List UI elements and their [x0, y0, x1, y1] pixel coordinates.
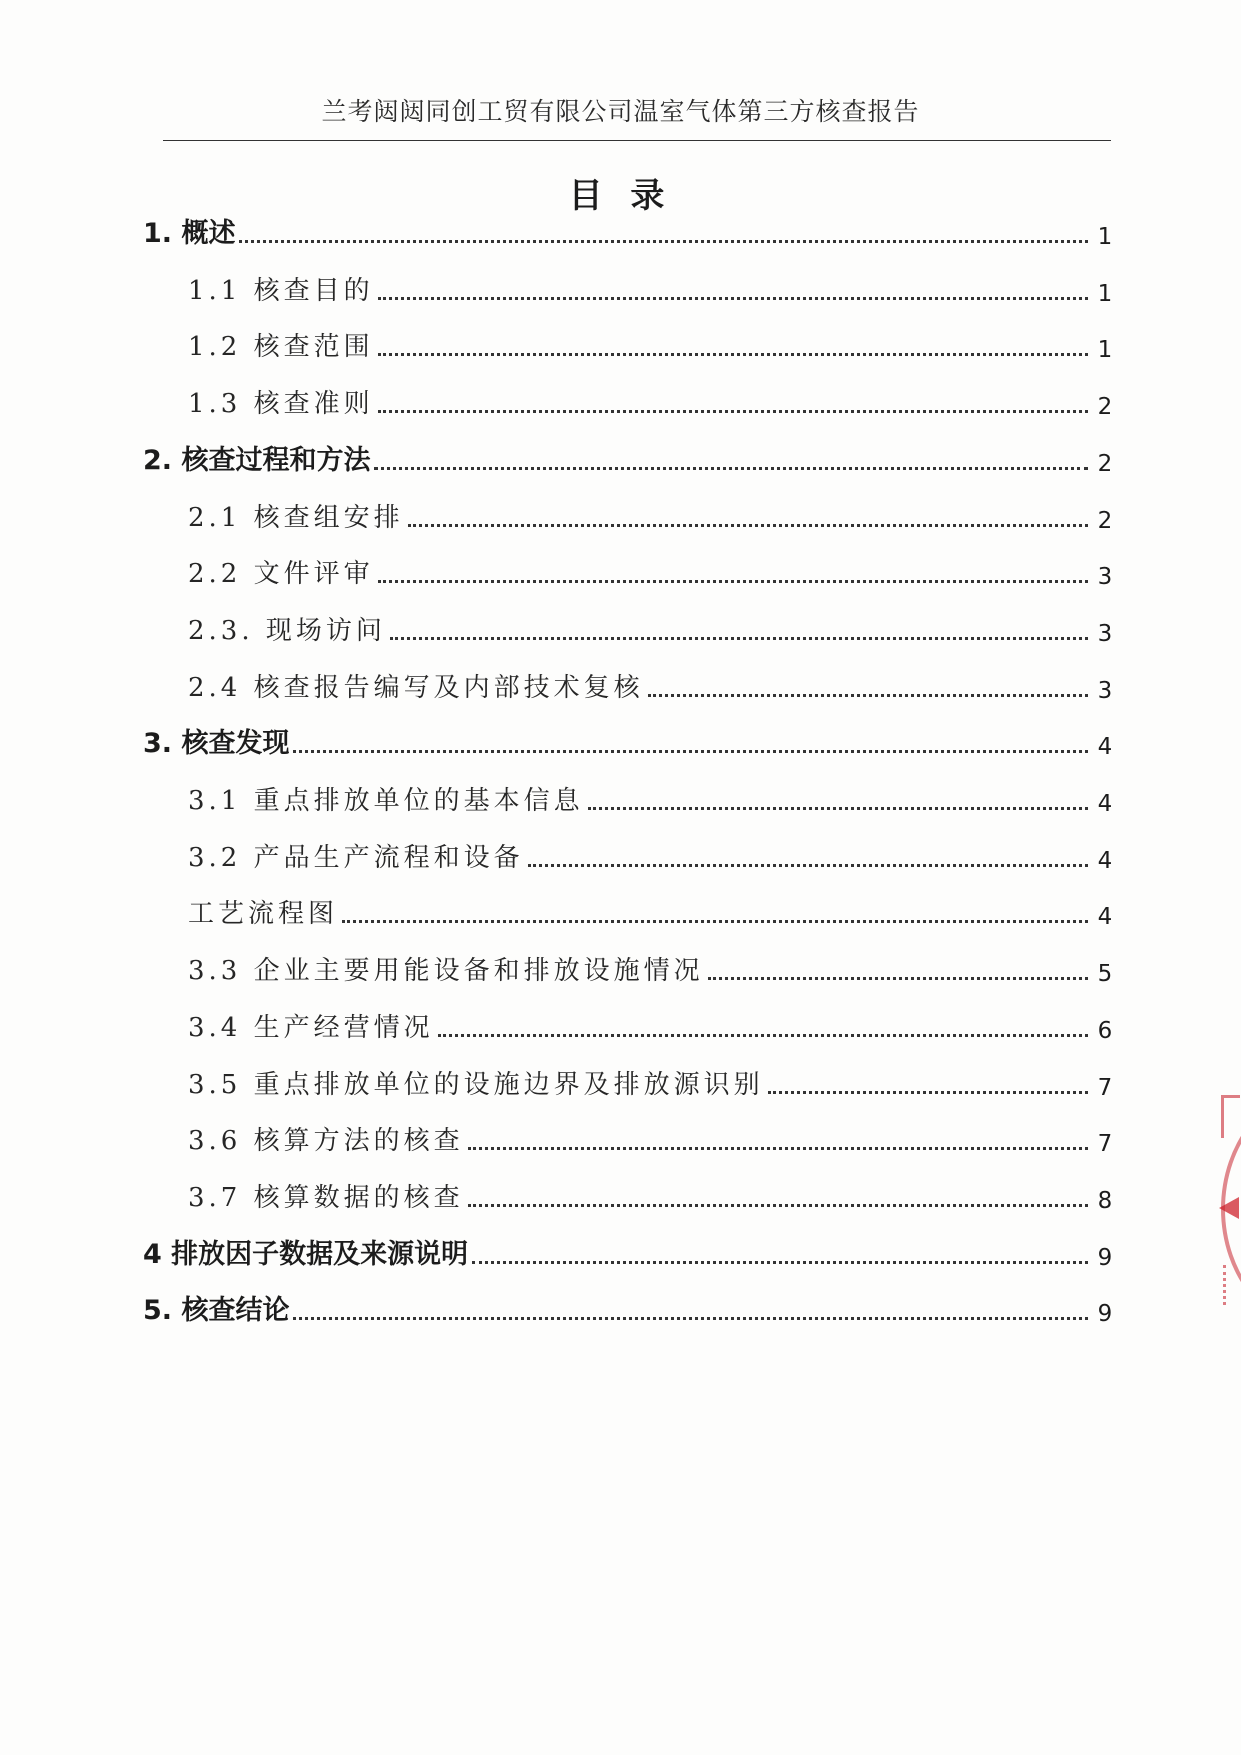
toc-leader-dots	[528, 864, 1088, 867]
toc-entry-label: 2.2 文件评审	[188, 559, 374, 590]
toc-entry[interactable]	[0, 886, 1241, 930]
toc-entry-page-number: 4	[1097, 847, 1113, 874]
toc-leader-dots	[588, 807, 1088, 810]
toc-entry-page-number: 4	[1097, 791, 1113, 817]
toc-entry-page-number: 2	[1097, 450, 1113, 477]
toc-entry-label: 2.3. 现场访问	[188, 615, 386, 646]
toc-entry[interactable]	[0, 830, 1241, 874]
toc-entry[interactable]	[0, 1227, 1241, 1271]
toc-entry-label: 1.1 核查目的	[188, 275, 374, 306]
toc-leader-dots	[472, 1261, 1088, 1264]
toc-entry-label: 3.3 企业主要用能设备和排放设施情况	[188, 956, 704, 987]
toc-entry-label: 3. 核查发现	[143, 728, 290, 760]
toc-entry-page-number: 3	[1097, 564, 1113, 591]
toc-entry[interactable]	[0, 490, 1241, 534]
toc-entry-page-number: 4	[1097, 904, 1113, 931]
toc-entry-page-number: 5	[1097, 961, 1113, 988]
toc-entry-page-number: 3	[1097, 677, 1113, 704]
toc-leader-dots	[468, 1204, 1088, 1207]
toc-entry[interactable]	[0, 263, 1241, 307]
toc-entry-label: 3.6 核算方法的核查	[188, 1126, 464, 1157]
toc-entry-page-number: 1	[1097, 337, 1113, 364]
toc-leader-dots	[378, 410, 1088, 413]
toc-title: 目 录	[568, 176, 673, 216]
toc-entry-page-number: 1	[1097, 224, 1113, 250]
toc-leader-dots	[374, 467, 1088, 470]
toc-entry[interactable]	[0, 206, 1241, 250]
toc-entry[interactable]	[0, 546, 1241, 590]
toc-entry[interactable]	[0, 943, 1241, 987]
toc-entry-label: 5. 核查结论	[143, 1295, 290, 1327]
toc-entry-label: 3.5 重点排放单位的设施边界及排放源识别	[188, 1069, 764, 1100]
toc-entry-page-number: 4	[1097, 734, 1113, 761]
toc-leader-dots	[378, 353, 1088, 356]
toc-entry-label: 3.7 核算数据的核查	[188, 1182, 464, 1213]
toc-entry-page-number: 7	[1097, 1074, 1113, 1101]
toc-leader-dots	[342, 920, 1088, 923]
toc-leader-dots	[239, 240, 1088, 243]
toc-leader-dots	[293, 750, 1088, 753]
toc-entry-label: 1.3 核查准则	[188, 389, 374, 420]
toc-entry[interactable]	[0, 376, 1241, 420]
toc-entry-label: 2.1 核查组安排	[188, 502, 404, 533]
toc-entry-page-number: 2	[1097, 507, 1113, 534]
toc-entry[interactable]	[0, 773, 1241, 817]
report-header-title: 兰考闼闼同创工贸有限公司温室气体第三方核查报告	[321, 97, 920, 126]
toc-leader-dots	[438, 1034, 1088, 1037]
toc-leader-dots	[293, 1317, 1088, 1320]
toc-entry-page-number: 6	[1097, 1017, 1113, 1044]
toc-entry[interactable]	[0, 1113, 1241, 1157]
toc-entry-page-number: 3	[1097, 620, 1113, 647]
toc-entry-label: 2. 核查过程和方法	[143, 444, 371, 476]
toc-leader-dots	[378, 297, 1088, 300]
header-divider	[163, 140, 1111, 141]
toc-entry[interactable]	[0, 716, 1241, 760]
toc-entry-page-number: 9	[1097, 1244, 1113, 1271]
toc-leader-dots	[768, 1091, 1088, 1094]
toc-entry-label: 4 排放因子数据及来源说明	[143, 1238, 469, 1270]
toc-entry-label: 3.2 产品生产流程和设备	[188, 842, 524, 873]
toc-leader-dots	[390, 637, 1088, 640]
toc-entry[interactable]	[0, 1283, 1241, 1327]
red-seal-fragment	[1211, 1085, 1241, 1345]
toc-entry[interactable]	[0, 603, 1241, 647]
toc-entry-label: 3.4 生产经营情况	[188, 1012, 434, 1043]
toc-leader-dots	[468, 1147, 1088, 1150]
toc-entry-page-number: 7	[1097, 1131, 1113, 1158]
toc-entry[interactable]	[0, 319, 1241, 363]
toc-entry[interactable]	[0, 660, 1241, 704]
toc-entry-label: 2.4 核查报告编写及内部技术复核	[188, 672, 644, 703]
toc-entry-page-number: 2	[1097, 394, 1113, 421]
toc-entry-label: 工艺流程图	[188, 899, 339, 930]
toc-entry-page-number: 1	[1097, 280, 1113, 307]
toc-entry[interactable]	[0, 1057, 1241, 1101]
toc-entry-label: 3.1 重点排放单位的基本信息	[188, 786, 584, 816]
toc-leader-dots	[378, 580, 1088, 583]
toc-entry[interactable]	[0, 1000, 1241, 1044]
toc-leader-dots	[708, 977, 1088, 980]
toc-entry[interactable]	[0, 1170, 1241, 1214]
toc-entry-label: 1.2 核查范围	[188, 332, 374, 363]
toc-entry-page-number: 8	[1097, 1187, 1113, 1214]
toc-entry[interactable]	[0, 433, 1241, 477]
toc-leader-dots	[408, 524, 1088, 527]
toc-leader-dots	[648, 694, 1088, 697]
toc-entry-label: 1. 概述	[143, 218, 236, 249]
toc-entry-page-number: 9	[1097, 1301, 1113, 1328]
